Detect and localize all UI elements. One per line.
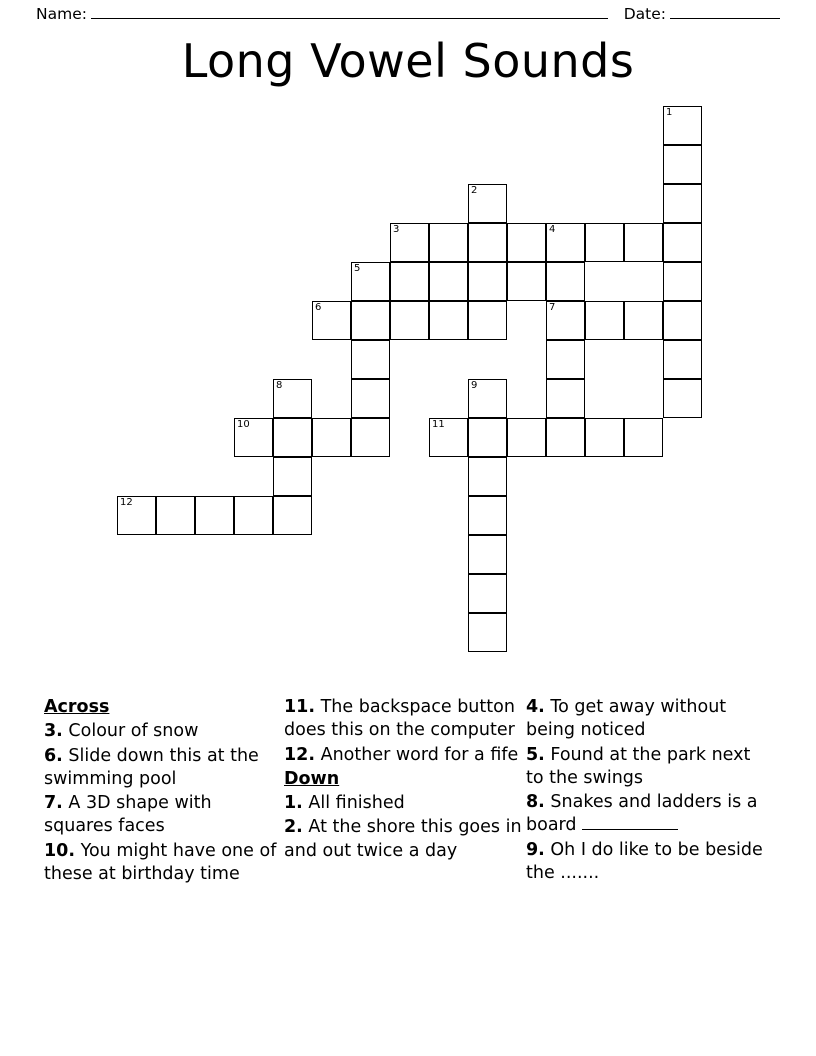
grid-cell[interactable] (312, 418, 351, 457)
clues-column-2 (284, 696, 526, 986)
clue-item (44, 720, 280, 743)
grid-cell[interactable] (468, 418, 507, 457)
grid-cell[interactable] (624, 418, 663, 457)
grid-cell[interactable] (468, 496, 507, 535)
grid-cell[interactable] (468, 613, 507, 652)
grid-cell[interactable] (624, 223, 663, 262)
grid-cell-number: 4 (549, 224, 556, 235)
grid-cell[interactable] (351, 340, 390, 379)
clue-text: To get away without being noticed (526, 697, 727, 741)
grid-cell[interactable] (312, 301, 351, 340)
grid-cell[interactable] (624, 301, 663, 340)
grid-cell[interactable] (468, 184, 507, 223)
grid-cell[interactable] (507, 223, 546, 262)
across-heading: Across (44, 697, 110, 717)
grid-cell-number: 6 (315, 302, 322, 313)
clues-section (44, 696, 780, 986)
grid-cell[interactable] (117, 496, 156, 535)
grid-cell-number: 12 (120, 497, 133, 508)
clue-item (284, 792, 522, 815)
clue-number: 9. (526, 839, 545, 860)
clue-item (284, 816, 522, 863)
clue-item (44, 792, 280, 839)
name-label: Name: (36, 5, 87, 23)
grid-cell[interactable] (468, 301, 507, 340)
clue-number: 3. (44, 721, 63, 742)
grid-cell[interactable] (390, 301, 429, 340)
grid-cell[interactable] (429, 223, 468, 262)
clue-text: All finished (308, 793, 405, 814)
clue-text: Slide down this at the swimming pool (44, 745, 259, 789)
grid-cell[interactable] (351, 379, 390, 418)
grid-cell[interactable] (546, 418, 585, 457)
page-title: Long Vowel Sounds (181, 34, 635, 88)
clue-text: A 3D shape with squares faces (44, 793, 212, 837)
answer-blank-line[interactable] (582, 814, 678, 830)
grid-cell[interactable] (429, 301, 468, 340)
clue-number: 2. (284, 817, 303, 838)
grid-cell[interactable] (468, 535, 507, 574)
clue-text: At the shore this goes in and out twice a day (284, 817, 522, 861)
name-date-row (36, 0, 780, 28)
grid-cell[interactable] (195, 496, 234, 535)
down-heading: Down (284, 768, 340, 789)
grid-cell[interactable] (273, 379, 312, 418)
clue-text: Oh I do like to be beside the ....... (526, 839, 763, 883)
clue-number: 1. (284, 793, 303, 814)
grid-cell[interactable] (546, 340, 585, 379)
clue-text: Another word for a fife (320, 744, 519, 765)
grid-cell[interactable] (585, 418, 624, 457)
grid-cell-number: 7 (549, 302, 556, 313)
clue-item (44, 745, 280, 792)
grid-cell[interactable] (663, 223, 702, 262)
clue-item (284, 696, 522, 743)
grid-cell[interactable] (429, 262, 468, 301)
grid-cell[interactable] (468, 457, 507, 496)
grid-cell-number: 8 (276, 380, 283, 391)
grid-cell[interactable] (351, 262, 390, 301)
grid-cell[interactable] (234, 418, 273, 457)
grid-cell[interactable] (546, 223, 585, 262)
grid-cell[interactable] (351, 418, 390, 457)
clue-item (526, 696, 770, 743)
grid-cell[interactable] (507, 262, 546, 301)
grid-cell[interactable] (156, 496, 195, 535)
clue-number: 7. (44, 793, 63, 814)
grid-cell[interactable] (390, 262, 429, 301)
grid-cell[interactable] (468, 262, 507, 301)
grid-cell-number: 3 (393, 224, 400, 235)
clue-text: The backspace button does this on the computer (284, 697, 515, 741)
grid-cell[interactable] (429, 418, 468, 457)
grid-cell[interactable] (663, 145, 702, 184)
grid-cell[interactable] (468, 379, 507, 418)
grid-cell-number: 2 (471, 185, 478, 196)
grid-cell[interactable] (468, 574, 507, 613)
clue-text: Snakes and ladders is a board (526, 792, 758, 836)
grid-cell[interactable] (546, 301, 585, 340)
clue-text: Found at the park next to the swings (526, 744, 751, 788)
crossword-grid[interactable] (0, 106, 816, 666)
clue-number: 4. (526, 697, 545, 717)
clues-column-1 (44, 696, 284, 986)
grid-cell[interactable] (663, 340, 702, 379)
grid-cell-number: 10 (237, 419, 250, 430)
grid-cell[interactable] (273, 496, 312, 535)
clue-number: 12. (284, 744, 316, 765)
grid-cell-number: 11 (432, 419, 445, 430)
clues-column-3 (526, 696, 774, 986)
grid-cell[interactable] (546, 262, 585, 301)
clue-item (44, 840, 280, 887)
grid-cell[interactable] (663, 262, 702, 301)
grid-cell[interactable] (585, 301, 624, 340)
grid-cell[interactable] (351, 301, 390, 340)
date-write-line[interactable] (670, 5, 780, 19)
date-label: Date: (623, 5, 666, 23)
grid-cell[interactable] (663, 301, 702, 340)
grid-cell[interactable] (663, 106, 702, 145)
clue-number: 6. (44, 745, 63, 766)
grid-cell[interactable] (663, 379, 702, 418)
grid-cell[interactable] (507, 418, 546, 457)
clue-item (526, 744, 770, 791)
clue-number: 8. (526, 792, 545, 813)
clue-number: 10. (44, 840, 76, 861)
clue-number: 5. (526, 744, 545, 765)
grid-cell[interactable] (234, 496, 273, 535)
grid-cell[interactable] (273, 418, 312, 457)
grid-cell-number: 9 (471, 380, 478, 391)
grid-cell-number: 5 (354, 263, 361, 274)
grid-cell[interactable] (585, 223, 624, 262)
grid-cell[interactable] (273, 457, 312, 496)
grid-cell-number: 1 (666, 107, 673, 118)
name-write-line[interactable] (91, 5, 608, 19)
grid-cell[interactable] (390, 223, 429, 262)
grid-cell[interactable] (546, 379, 585, 418)
grid-cell[interactable] (663, 184, 702, 223)
grid-cell[interactable] (468, 223, 507, 262)
clue-item (526, 791, 770, 838)
clue-text: Colour of snow (68, 721, 199, 742)
clue-item (284, 744, 522, 767)
clue-item (526, 839, 770, 886)
clue-text: You might have one of these at birthday time (44, 840, 277, 884)
clue-number: 11. (284, 697, 316, 717)
